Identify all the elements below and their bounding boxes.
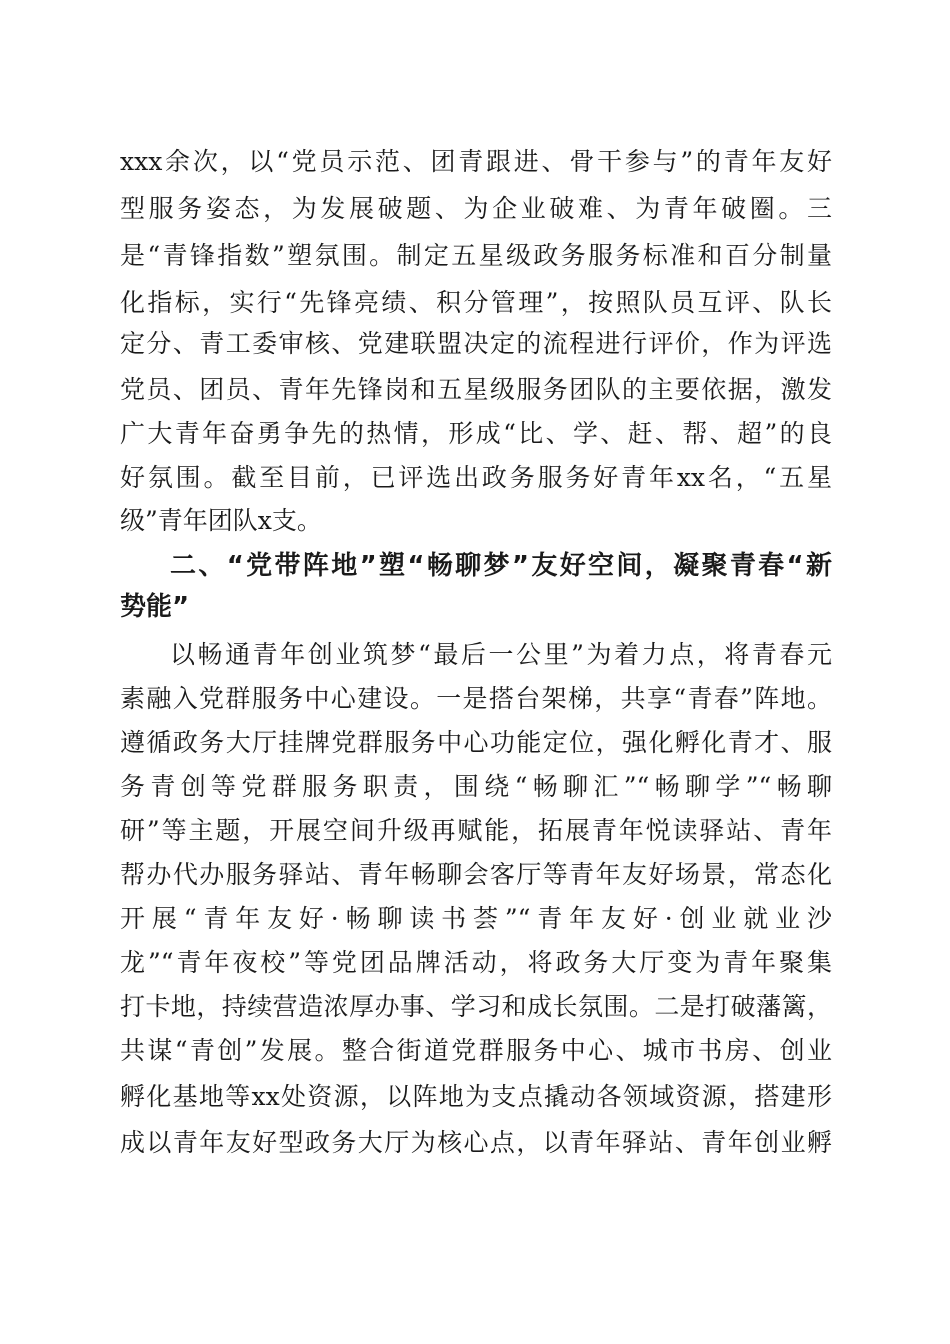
paragraph-2-line-5: 研”等主题，开展空间升级再赋能，拓展青年悦读驿站、青年 <box>120 816 832 845</box>
paragraph-2-line-1: 以畅通青年创业筑梦“最后一公里”为着力点，将青春元 <box>170 640 832 669</box>
paragraph-2-line-8: 龙”“青年夜校”等党团品牌活动，将政务大厅变为青年聚集 <box>120 948 832 977</box>
paragraph-2-line-4: 务青创等党群服务职责，围绕“畅聊汇”“畅聊学”“畅聊 <box>120 772 832 801</box>
paragraph-1-line-9: 级”青年团队x支。 <box>120 506 322 535</box>
paragraph-2-line-12: 成以青年友好型政务大厅为核心点，以青年驿站、青年创业孵 <box>120 1128 832 1157</box>
paragraph-2-line-7: 开展“青年友好·畅聊读书荟”“青年友好·创业就业沙 <box>120 904 832 933</box>
paragraph-2-line-3: 遵循政务大厅挂牌党群服务中心功能定位，强化孵化青才、服 <box>120 728 832 757</box>
section-heading-line-1: 二、“党带阵地”塑“畅聊梦”友好空间，凝聚青春“新 <box>170 551 832 581</box>
paragraph-2-line-6: 帮办代办服务驿站、青年畅聊会客厅等青年友好场景，常态化 <box>120 860 832 889</box>
paragraph-2-line-2: 素融入党群服务中心建设。一是搭台架梯，共享“青春”阵地。 <box>120 684 832 713</box>
paragraph-1-line-7: 广大青年奋勇争先的热情，形成“比、学、赶、帮、超”的良 <box>120 419 832 448</box>
paragraph-1-line-4: 化指标，实行“先锋亮绩、积分管理”，按照队员互评、队长 <box>120 288 832 317</box>
paragraph-2-line-11: 孵化基地等xx处资源，以阵地为支点撬动各领域资源，搭建形 <box>120 1082 832 1111</box>
paragraph-1-line-1: xxx余次，以“党员示范、团青跟进、骨干参与”的青年友好 <box>120 147 832 176</box>
paragraph-2-line-9: 打卡地，持续营造浓厚办事、学习和成长氛围。二是打破藩篱， <box>120 992 832 1021</box>
paragraph-1-line-5: 定分、青工委审核、党建联盟决定的流程进行评价，作为评选 <box>120 329 832 358</box>
paragraph-1-line-8: 好氛围。截至目前，已评选出政务服务好青年xx名，“五星 <box>120 463 832 492</box>
section-heading-line-2: 势能” <box>120 592 190 622</box>
paragraph-1-line-2: 型服务姿态，为发展破题、为企业破难、为青年破圈。三 <box>120 194 832 223</box>
paragraph-2-line-10: 共谋“青创”发展。整合街道党群服务中心、城市书房、创业 <box>120 1036 832 1065</box>
paragraph-1-line-6: 党员、团员、青年先锋岗和五星级服务团队的主要依据，激发 <box>120 375 832 404</box>
paragraph-1-line-3: 是“青锋指数”塑氛围。制定五星级政务服务标准和百分制量 <box>120 241 832 270</box>
